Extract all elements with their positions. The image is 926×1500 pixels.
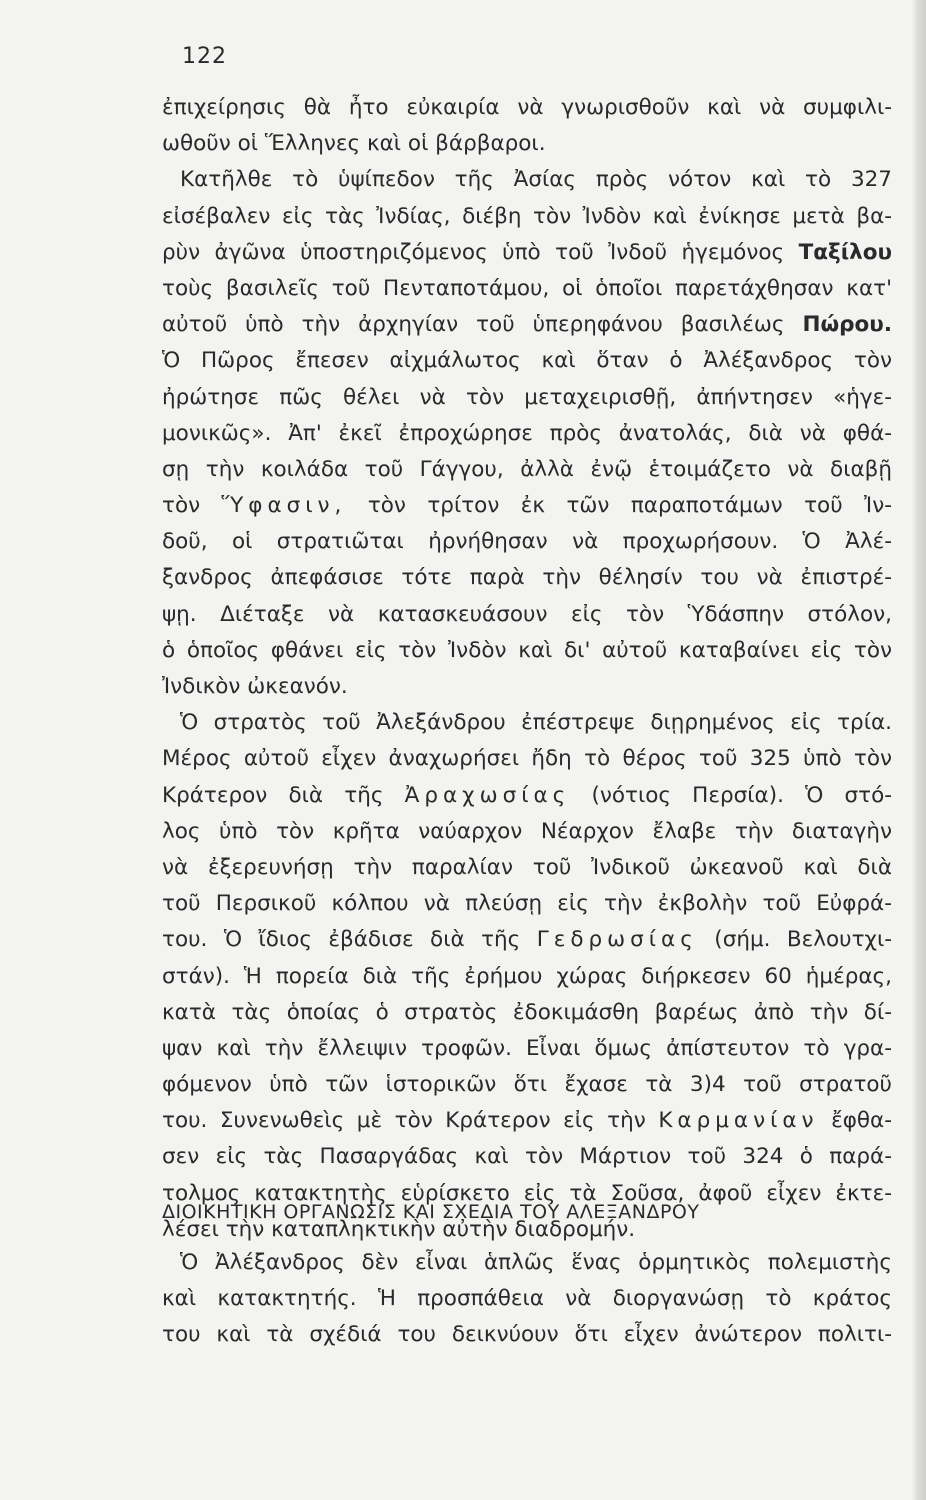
text-line: Κατῆλθε τὸ ὑψίπεδον τῆς Ἀσίας πρὸς νότον καὶ τὸ 327 — [180, 167, 892, 193]
text-line: λος ὑπὸ τὸν κρῆτα ναύαρχον Νέαρχον ἔλαβε τὴν διαταγὴν — [162, 818, 892, 844]
text-segment: του. Συνενωθεὶς μὲ τὸν Κράτερον εἰς τὴν — [162, 1108, 659, 1134]
text-line: Ὁ Ἀλέξανδρος δὲν εἶναι ἁπλῶς ἕνας ὁρμητικὸς πολεμιστὴς — [180, 1250, 892, 1275]
text-segment: Κράτερον διὰ τῆς — [162, 782, 405, 808]
text-line: εἰσέβαλεν εἰς τὰς Ἰνδίας, διέβη τὸν Ἰνδὸν καὶ ἐνίκησε μετὰ βα- — [162, 203, 892, 229]
body-text — [162, 90, 892, 1248]
text-segment: ρὺν ἀγῶνα ὑποστηριζόμενος ὑπὸ τοῦ Ἰνδοῦ ἡγεμόνος — [162, 239, 799, 265]
text-line: στάν). Ἡ πορεία διὰ τῆς ἐρήμου χώρας διήρκεσεν 60 ἡμέρας, — [162, 963, 892, 989]
text-line: φόμενον ὑπὸ τῶν ἱστορικῶν ὅτι ἔχασε τὰ 3)4 τοῦ στρατοῦ — [162, 1072, 892, 1098]
text-line — [162, 307, 892, 343]
text-line — [162, 778, 892, 814]
spaced-name-hyphasis: Ὕφασιν, — [221, 493, 347, 519]
text-line: σεν εἰς τὰς Πασαργάδας καὶ τὸν Μάρτιον τοῦ 324 ὁ παρά- — [162, 1144, 892, 1170]
text-line — [162, 235, 892, 271]
text-line: Ὁ Πῶρος ἔπεσεν αἰχμάλωτος καὶ ὅταν ὁ Ἀλέξανδρος τὸν — [162, 348, 892, 374]
page-number: 122 — [182, 44, 227, 69]
text-line: ἠρώτησε πῶς θέλει νὰ τὸν μεταχειρισθῇ, ἀπήντησεν «ἡγε- — [162, 384, 892, 410]
text-line: τοὺς βασιλεῖς τοῦ Πενταποτάμου, οἱ ὁποῖοι παρετάχθησαν κατ' — [162, 275, 892, 301]
section-body-text — [162, 1245, 892, 1354]
text-line: λέσει τὴν καταπληκτικὴν αὐτὴν διαδρομήν. — [162, 1216, 636, 1242]
bold-name-taxilos: Ταξίλου — [798, 239, 892, 265]
text-line: Μέρος αὐτοῦ εἶχεν ἀναχωρήσει ἤδη τὸ θέρος τοῦ 325 ὑπὸ τὸν — [162, 746, 892, 772]
text-line — [162, 488, 892, 524]
spaced-name-arachosia: Ἀραχωσίας — [404, 782, 571, 808]
text-line: δοῦ, οἱ στρατιῶται ἠρνήθησαν νὰ προχωρήσουν. Ὁ Ἀλέ- — [162, 529, 892, 555]
text-segment: τὸν — [162, 493, 222, 519]
text-line: ωθοῦν οἱ Ἕλληνες καὶ οἱ βάρβαροι. — [162, 131, 546, 157]
text-line: Ἰνδικὸν ὠκεανόν. — [162, 674, 348, 699]
bold-name-poros: Πώρου. — [802, 312, 892, 338]
text-line: Ὁ στρατὸς τοῦ Ἀλεξάνδρου ἐπέστρεψε διῃρημένος εἰς τρία. — [180, 710, 892, 736]
section-heading: ΔΙΟΙΚΗΤΙΚΗ ΟΡΓΑΝΩΣΙΣ ΚΑΙ ΣΧΕΔΙΑ ΤΟΥ ΑΛΕΞΑΝΔΡΟΥ — [162, 1201, 700, 1223]
text-segment: αὐτοῦ ὑπὸ τὴν ἀρχηγίαν τοῦ ὑπερηφάνου βασιλέως — [162, 312, 803, 338]
text-line — [162, 922, 892, 958]
text-segment: του. Ὁ ἴδιος ἐβάδισε διὰ τῆς — [162, 927, 537, 953]
text-segment: τὸν τρίτον ἐκ τῶν παραποτάμων τοῦ Ἰν- — [346, 493, 892, 519]
text-line: κατὰ τὰς ὁποίας ὁ στρατὸς ἐδοκιμάσθη βαρέως ἀπὸ τὴν δί- — [162, 999, 892, 1025]
text-line: καὶ κατακτητής. Ἡ προσπάθεια νὰ διοργανώσῃ τὸ κράτος — [162, 1286, 892, 1312]
text-segment: (σήμ. Βελουτχι- — [697, 927, 892, 953]
text-line: ἐπιχείρησις θὰ ἦτο εὐκαιρία νὰ γνωρισθοῦν καὶ νὰ συμφιλι- — [162, 95, 892, 120]
text-line: μονικῶς». Ἀπ' ἐκεῖ ἐπροχώρησε πρὸς ἀνατολάς, διὰ νὰ φθά- — [162, 420, 892, 446]
text-line: σῃ τὴν κοιλάδα τοῦ Γάγγου, ἀλλὰ ἐνῷ ἑτοιμάζετο νὰ διαβῇ — [162, 456, 892, 482]
text-line: ξανδρος ἀπεφάσισε τότε παρὰ τὴν θέλησίν του νὰ ἐπιστρέ- — [162, 565, 892, 591]
text-line: ψῃ. Διέταξε νὰ κατασκευάσουν εἰς τὸν Ὑδάσπην στόλον, — [162, 601, 892, 627]
text-line: τοῦ Περσικοῦ κόλπου νὰ πλεύσῃ εἰς τὴν ἐκβολὴν τοῦ Εὐφρά- — [162, 891, 892, 917]
text-line — [162, 1103, 892, 1139]
text-line: ψαν καὶ τὴν ἔλλειψιν τροφῶν. Εἶναι ὅμως ἀπίστευτον τὸ γρα- — [162, 1035, 892, 1061]
spaced-name-gedrosia: Γεδρωσίας — [536, 927, 698, 953]
page-edge-shadow — [912, 0, 926, 1500]
text-line: τολμος κατακτητὴς εὑρίσκετο εἰς τὰ Σοῦσα, ἀφοῦ εἶχεν ἐκτε- — [162, 1180, 892, 1206]
text-line: του καὶ τὰ σχέδιά του δεικνύουν ὅτι εἶχεν ἀνώτερον πολιτι- — [162, 1322, 892, 1348]
text-line: νὰ ἐξερευνήσῃ τὴν παραλίαν τοῦ Ἰνδικοῦ ὠκεανοῦ καὶ διὰ — [162, 854, 892, 880]
spaced-name-karmania: Καρμανίαν — [658, 1108, 819, 1134]
text-segment: (νότιος Περσία). Ὁ στό- — [570, 782, 892, 808]
text-segment: ἔφθα- — [818, 1108, 892, 1134]
text-line: ὁ ὁποῖος φθάνει εἰς τὸν Ἰνδὸν καὶ δι' αὐτοῦ καταβαίνει εἰς τὸν — [162, 637, 892, 663]
